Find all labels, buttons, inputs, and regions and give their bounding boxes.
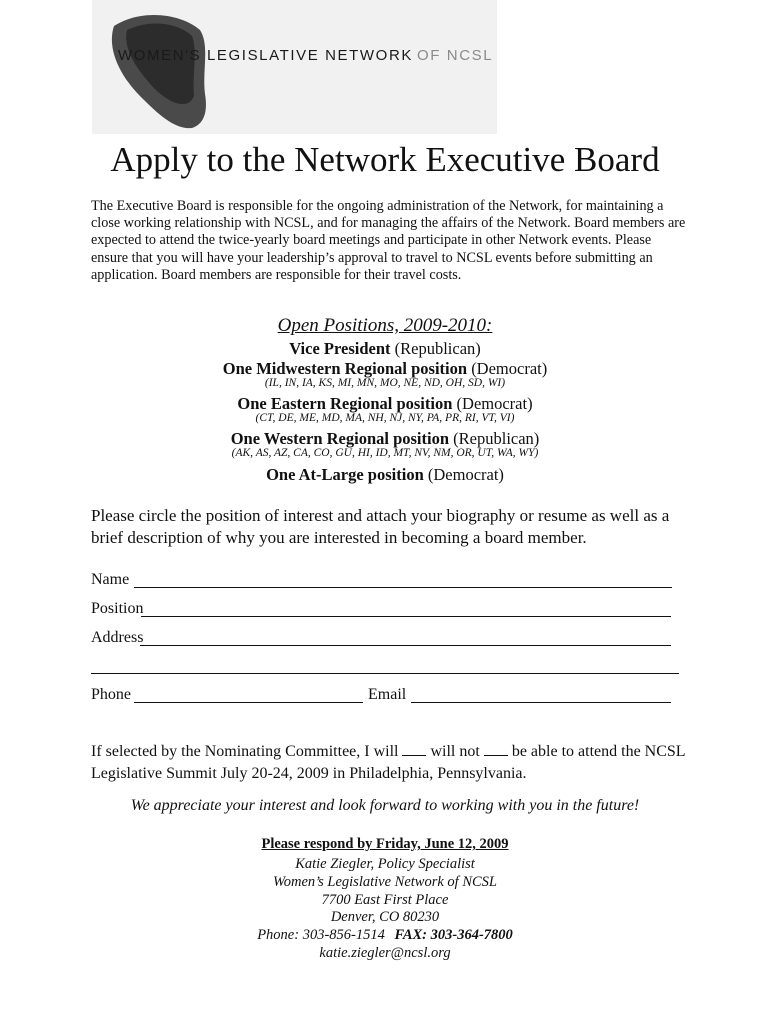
position-party: (Democrat) <box>427 465 504 484</box>
attend-text-3: be able to attend the NCSL Legislative Summit July 20-24, 2009 in Philadelphia, Pennsylvania. <box>91 743 685 782</box>
position-western <box>0 429 770 449</box>
appreciation-note: We appreciate your interest and look forward to working with you in the future! <box>130 797 640 814</box>
phone-label: Phone <box>91 686 131 703</box>
position-title: One Eastern Regional position <box>237 394 453 413</box>
position-field[interactable] <box>141 616 671 617</box>
contact-fax: FAX: 303-364-7800 <box>394 927 513 943</box>
respond-deadline: Please respond by Friday, June 12, 2009 <box>261 836 509 852</box>
logo-text-light: OF NCSL <box>417 47 494 64</box>
phone-field[interactable] <box>134 702 363 703</box>
position-at-large <box>0 465 770 485</box>
position-title: One At-Large position <box>266 465 424 484</box>
attend-text-2: will not <box>430 743 480 760</box>
position-states: (CT, DE, ME, MD, MA, NH, NJ, NY, PA, PR, RI, VT, VI) <box>255 412 515 424</box>
contact-phone: Phone: 303-856-1514 <box>257 927 385 943</box>
contact-email[interactable]: katie.ziegler@ncsl.org <box>319 945 451 961</box>
position-states: (IL, IN, IA, KS, MI, MN, MO, NE, ND, OH, SD, WI) <box>264 377 506 389</box>
contact-name: Katie Ziegler, Policy Specialist <box>295 856 475 872</box>
position-title: One Western Regional position <box>230 429 450 448</box>
circle-instructions: Please circle the position of interest and attach your biography or resume as well as a brief description of why you are interested in becoming a board member. <box>91 506 670 547</box>
position-eastern <box>0 394 770 414</box>
page-title: Apply to the Network Executive Board <box>110 140 660 179</box>
name-field[interactable] <box>134 587 672 588</box>
position-midwestern <box>0 359 770 379</box>
position-vice-president <box>0 339 770 359</box>
position-party: (Democrat) <box>471 359 548 378</box>
address-label: Address <box>91 629 144 646</box>
logo-text-dark: WOMEN'S LEGISLATIVE NETWORK <box>118 47 413 64</box>
position-party: (Republican) <box>394 339 481 358</box>
position-title: One Midwestern Regional position <box>222 359 468 378</box>
will-not-blank[interactable] <box>484 743 508 756</box>
attendance-statement <box>91 741 691 784</box>
open-positions-heading: Open Positions, 2009-2010: <box>277 315 493 336</box>
contact-phone-fax <box>0 926 770 944</box>
attend-text-1: If selected by the Nominating Committee, I will <box>91 743 399 760</box>
position-states: (AK, AS, AZ, CA, CO, GU, HI, ID, MT, NV, NM, OR, UT, WA, WY) <box>231 447 539 459</box>
address-field-line-2[interactable] <box>91 673 679 674</box>
address-field[interactable] <box>140 645 671 646</box>
will-blank[interactable] <box>402 743 426 756</box>
brush-stroke-icon <box>92 0 497 134</box>
intro-paragraph: The Executive Board is responsible for the ongoing administration of the Network, for maintaining a close working relationship with NCSL, and for managing the affairs of the Network. Board members are expected to attend the twice-yearly board meetings and participate in other Network events. Please ensure that you will have your leadership’s approval to travel to NCSL events before submitting an application. Board members are responsible for their travel costs. <box>91 198 686 283</box>
name-label: Name <box>91 571 130 588</box>
contact-street: 7700 East First Place <box>321 892 449 908</box>
network-logo <box>92 0 497 134</box>
contact-city: Denver, CO 80230 <box>330 909 440 925</box>
position-label: Position <box>91 600 144 617</box>
position-party: (Republican) <box>453 429 540 448</box>
email-label: Email <box>368 686 407 703</box>
email-field[interactable] <box>411 702 671 703</box>
position-party: (Democrat) <box>456 394 533 413</box>
contact-org: Women’s Legislative Network of NCSL <box>273 874 497 890</box>
position-title: Vice President <box>289 339 391 358</box>
logo-text <box>118 47 493 64</box>
